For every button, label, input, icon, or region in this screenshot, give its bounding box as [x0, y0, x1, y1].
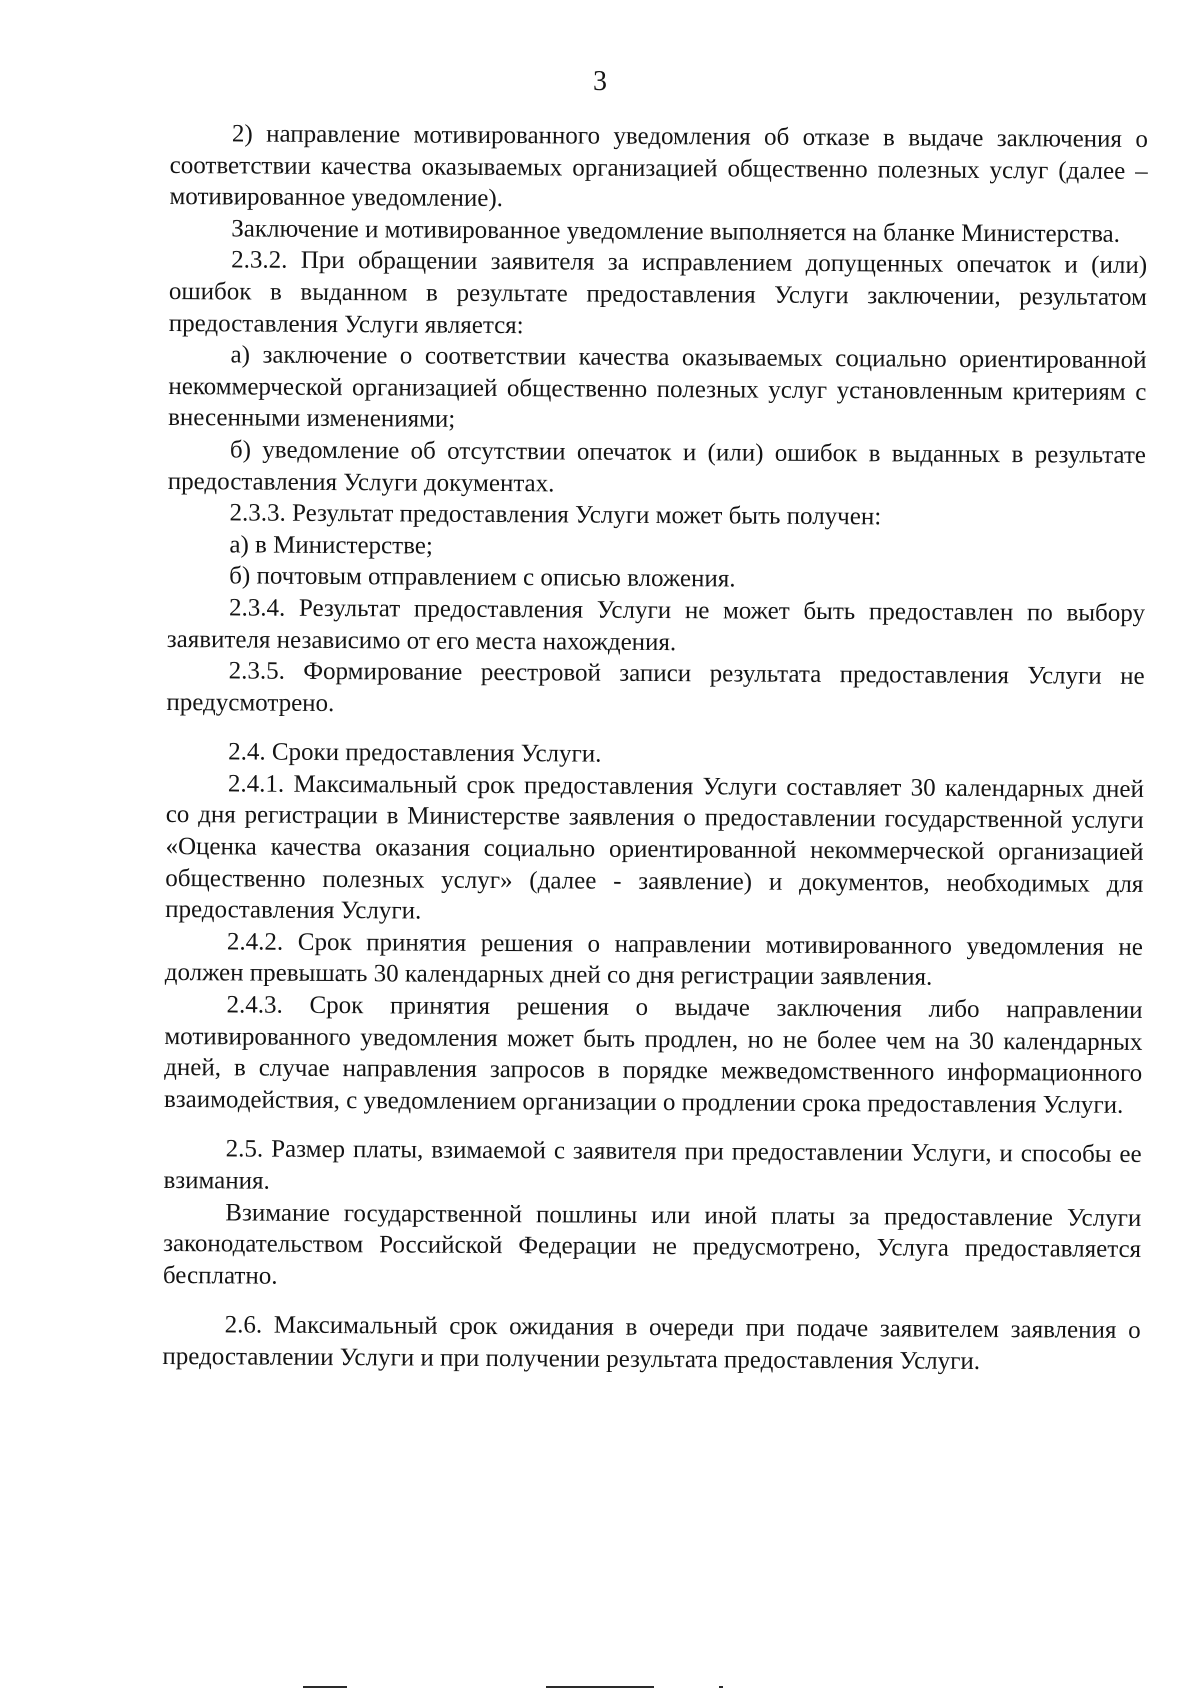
- paragraph-2-3-3-b: б) почтовым отправлением с описью вложения.: [229, 562, 736, 593]
- paragraph-2-5-fee: Взимание государственной пошлины или иной платы за предоставление Услуги законодательством Российской Федерации не предусмотрено, Услуга предоставляется бесплатно.: [162, 1198, 1142, 1290]
- paragraph-2-3-2: 2.3.2. При обращении заявителя за исправлением допущенных опечаток и (или) ошибок в выданном в результате предоставления Услуги заключении, результатом предоставления Услуги является:: [168, 246, 1148, 339]
- footer-line: [303, 1686, 347, 1688]
- paragraph-2-3-2-b: б) уведомление об отсутствии опечаток и (или) ошибок в выданных в результате предоставления Услуги документах.: [167, 436, 1147, 497]
- footer-dot: [719, 1686, 723, 1688]
- paragraph-2-3-3: 2.3.3. Результат предоставления Услуги может быть получен:: [229, 499, 882, 531]
- paragraph-2-4-3: 2.4.3. Срок принятия решения о выдаче заключения либо направлении мотивированного уведомления может быть продлен, но не более чем на 30 календарных дней, в случае направления запросов в порядке межведомственного информационного взаимодействия, с уведомлением организации о продлении срока предоставления Услуги.: [163, 991, 1143, 1119]
- paragraph-2-3-2-a: а) заключение о соответствии качества оказываемых социально ориентированной некоммерческой организацией общественно полезных услуг установленным критериям с внесенными изменениями;: [168, 341, 1147, 434]
- page-number: 3: [593, 66, 607, 97]
- footer-marks: [0, 1686, 1200, 1690]
- paragraph-2-3-5: 2.3.5. Формирование реестровой записи результата предоставления Услуги не предусмотрено.: [166, 657, 1145, 717]
- paragraph-2-4-1: 2.4.1. Максимальный срок предоставления Услуги составляет 30 календарных дней со дня регистрации в Министерстве заявления о предоставлении государственной услуги «Оценка качества оказания социально ориентированной некоммерческой организацией общественно полезных услуг» (далее - заявление) и документов, необходимых для предоставления Услуги.: [165, 770, 1144, 925]
- heading-2-5: 2.5. Размер платы, взимаемой с заявителя при предоставлении Услуги, и способы ее взимания.: [163, 1135, 1142, 1195]
- document-body: [162, 118, 1148, 1379]
- paragraph-2-3-3-a: а) в Министерстве;: [229, 531, 433, 560]
- footer-line: [546, 1686, 654, 1688]
- paragraph-ministry-form: Заключение и мотивированное уведомление выполняется на бланке Министерства.: [231, 215, 1121, 248]
- heading-2-4: 2.4. Сроки предоставления Услуги.: [228, 738, 602, 768]
- paragraph-2-3-4: 2.3.4. Результат предоставления Услуги не может быть предоставлен по выбору заявителя независимо от его места нахождения.: [166, 594, 1146, 656]
- heading-2-6: 2.6. Максимальный срок ожидания в очереди при подаче заявителем заявления о предоставлении Услуги и при получении результата предоставления Услуги.: [162, 1311, 1141, 1375]
- paragraph-2-4-2: 2.4.2. Срок принятия решения о направлении мотивированного уведомления не должен превышать 30 календарных дней со дня регистрации заявления.: [164, 928, 1144, 992]
- paragraph-motivated-notice: 2) направление мотивированного уведомления об отказе в выдаче заключения о соответствии качества оказываемых организацией общественно полезных услуг (далее – мотивированное уведомление).: [169, 120, 1148, 213]
